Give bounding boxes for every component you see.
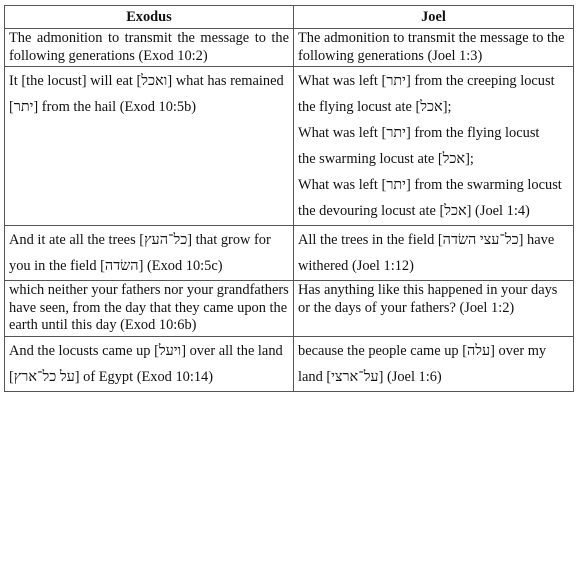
exodus-cell: And it ate all the trees [כל־העץ] that grow for you in the field [השׂדה] (Exod 10:5c) (5, 226, 294, 281)
exodus-cell: The admonition to transmit the message to the following generations (Exod 10:2) (5, 29, 294, 67)
joel-line: the swarming locust ate [אכל]; (298, 151, 474, 167)
table-row (5, 336, 574, 391)
exodus-cell: And the locusts came up [ויעל] over all the land [על כל־ארץ] of Egypt (Exod 10:14) (5, 336, 294, 391)
joel-cell: All the trees in the field [כל־עצי השׂדה] have withered (Joel 1:12) (294, 226, 574, 281)
joel-line: What was left [יתר] from the swarming locust (298, 177, 562, 193)
joel-line: the devouring locust ate [אכל] (Joel 1:4) (298, 203, 530, 219)
table-row (5, 29, 574, 67)
header-joel: Joel (294, 6, 574, 29)
header-exodus: Exodus (5, 6, 294, 29)
comparison-table (4, 5, 574, 392)
joel-cell: because the people came up [עלה] over my land [על־ארצי] (Joel 1:6) (294, 336, 574, 391)
joel-line: What was left [יתר] from the flying locust (298, 125, 540, 141)
table-row (5, 67, 574, 226)
joel-line: the flying locust ate [אכל]; (298, 99, 452, 115)
exodus-cell: It [the locust] will eat [ואכל] what has remained [יתר] from the hail (Exod 10:5b) (5, 67, 294, 226)
joel-cell: The admonition to transmit the message to the following generations (Joel 1:3) (294, 29, 574, 67)
joel-cell: Has anything like this happened in your days or the days of your fathers? (Joel 1:2) (294, 281, 574, 337)
table-row (5, 226, 574, 281)
header-row (5, 6, 574, 29)
exodus-cell: which neither your fathers nor your grandfathers have seen, from the day that they came upon the earth until this day (Exod 10:6b) (5, 281, 294, 337)
joel-cell (294, 67, 574, 226)
joel-line: What was left [יתר] from the creeping locust (298, 73, 555, 89)
table-row (5, 281, 574, 337)
